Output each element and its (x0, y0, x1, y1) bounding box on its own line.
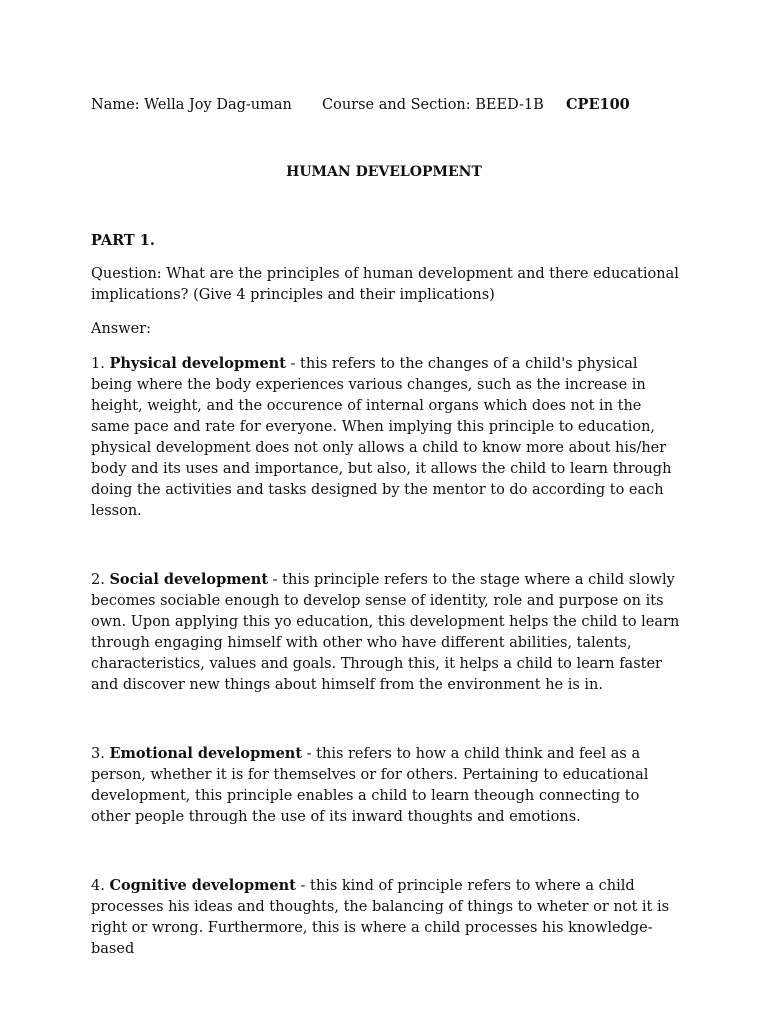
principle-term: Social development (109, 571, 269, 588)
item-number: 4. (91, 878, 110, 894)
principle-term: Cognitive development (109, 877, 296, 894)
course-code: CPE100 (566, 96, 630, 113)
document-body (91, 230, 683, 960)
principle-item-social (91, 569, 683, 696)
part-heading: PART 1. (91, 232, 155, 249)
principle-item-emotional (91, 743, 683, 828)
document-title: HUMAN DEVELOPMENT (286, 164, 482, 180)
item-number: 1. (91, 356, 110, 372)
answer-label: Answer: (91, 321, 152, 337)
item-number: 3. (91, 746, 110, 762)
principle-description: - this kind of principle refers to where a child processes his ideas and thoughts, the balancing of things to wheter or not it is right or wrong. Furthermore, this is where a child processes his knowledge-based (91, 878, 670, 957)
student-name: Name: Wella Joy Dag-uman (91, 97, 292, 113)
principle-description: - this refers to how a child think and feel as a person, whether it is for themselves or for others. Pertaining to educational development, this principle enables a child to learn theough connecting to other people through the use of its inward thoughts and emotions. (91, 746, 649, 825)
principle-description: - this principle refers to the stage where a child slowly becomes sociable enough to develop sense of identity, role and purpose on its own. Upon applying this yo education, this development helps the child to learn through engaging himself with other who have different abilities, talents, characteristics, values and goals. Through this, it helps a child to learn faster and discover new things about himself from the environment he is in. (91, 572, 680, 693)
principle-item-cognitive (91, 875, 683, 960)
principle-term: Emotional development (109, 745, 303, 762)
principle-term: Physical development (109, 355, 286, 372)
principle-item-physical (91, 353, 683, 522)
principle-description: - this refers to the changes of a child's physical being where the body experiences various changes, such as the increase in height, weight, and the occurence of internal organs which does not in the same pace and rate for everyone. When implying this principle to education, physical development does not only allows a child to know more about his/her body and its uses and importance, but also, it allows the child to learn through doing the activities and tasks designed by the mentor to do according to each lesson. (91, 356, 672, 519)
course-section: Course and Section: BEED-1B (322, 97, 544, 113)
item-number: 2. (91, 572, 110, 588)
question-text: Question: What are the principles of human development and there educational implications? (Give 4 principles and their implications) (91, 266, 679, 303)
